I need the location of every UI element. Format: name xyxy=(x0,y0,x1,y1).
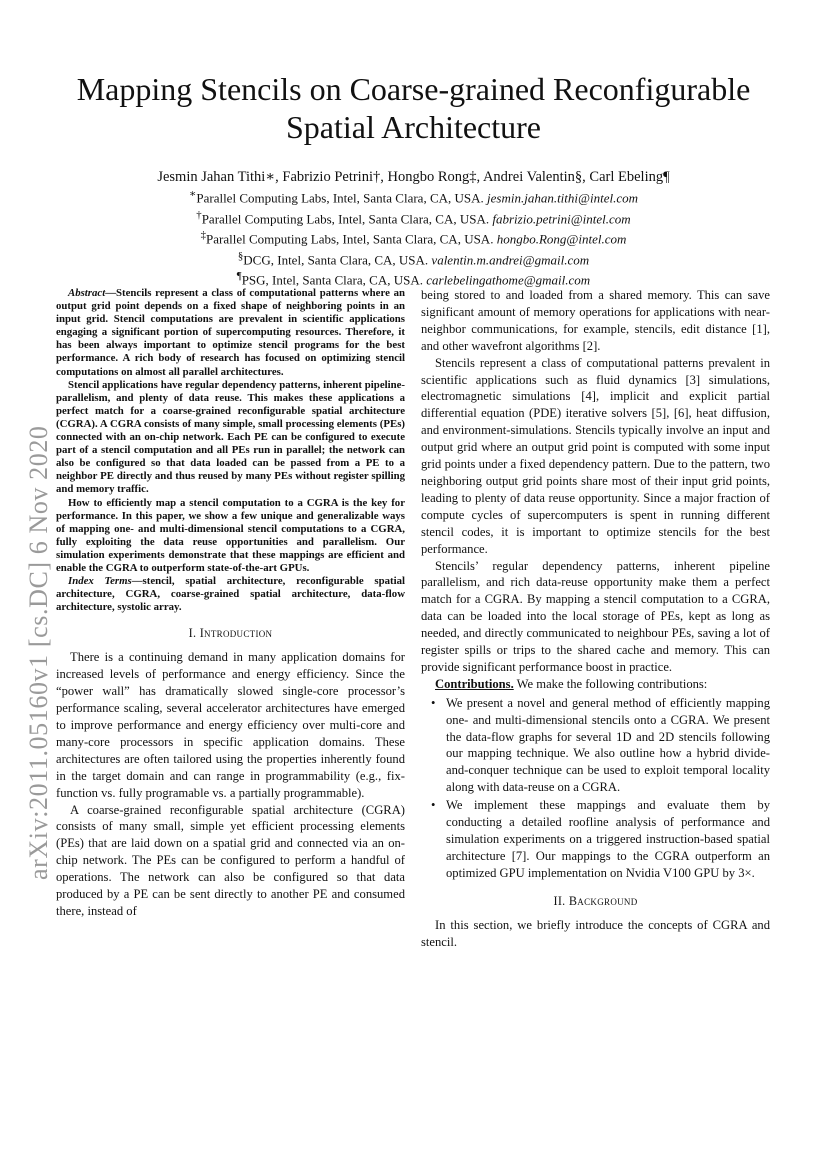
bullet-icon: • xyxy=(431,798,436,813)
abstract-paragraph: Abstract—Stencils represent a class of computational patterns where an output grid point depends on a fixed shape of neighboring points in an input grid. Stencil computations are prevalent in scientific applications engaging a significant portion of supercomputing resources. Therefore, it has been always important to optimize stencil programs for the best performance. A rich body of research has focused on optimizing stencil computations on almost all parallel architectures. xyxy=(56,287,405,378)
paper-title xyxy=(40,70,787,146)
section-heading-background: II. Background xyxy=(553,893,638,908)
title-line-2: Spatial Architecture xyxy=(285,109,541,145)
body-paragraph: In this section, we briefly introduce the concepts of CGRA and stencil. xyxy=(421,917,770,949)
email-link[interactable]: hongbo.Rong@intel.com xyxy=(496,231,627,247)
body-paragraph: Stencils’ regular dependency patterns, inherent pipeline parallelism, and rich data-reuse opportunity make them a perfect match for a CGRA. By mapping a stencil computation to a CGRA, data can be loaded into the local storage of PEs, kept as long as needed, and directly communicated to neighbour PEs, saving a lot of register spills or trips to the shared cache and memory. This can provide significant performance boost in practice. xyxy=(421,558,770,674)
contributions-list xyxy=(421,695,770,882)
affiliation-list xyxy=(60,186,767,289)
abstract-paragraph: Stencil applications have regular dependency patterns, inherent pipeline-parallelism, and plenty of data reuse. This makes these applications a perfect match for a coarse-grained reconfigurable spatial architecture (CGRA). A CGRA consists of many simple, small processing elements (PEs) connected with an on-chip network. Each PE can be configured to execute part of a stencil computation and all PEs run in parallel; the network can also be configured so that data loaded can be passed from a PE to a neighbor PE directly and thus reused by many PEs without register spilling and memory traffic. xyxy=(56,378,405,496)
abstract-paragraph: How to efficiently map a stencil computation to a CGRA is the key for performance. In this paper, we show a few unique and generalizable ways of mapping one- and multi-dimensional stencil computations to a CGRA, fully exploiting the data reuse opportunities and parallelism. Our simulation experiments demonstrate that these mappings are efficient and enable the CGRA to outperform state-of-the-art GPUs. xyxy=(56,496,405,574)
right-column xyxy=(421,287,770,951)
left-column xyxy=(56,287,405,920)
email-link[interactable]: carlebelingathome@gmail.com xyxy=(426,272,591,288)
affiliation-line: †Parallel Computing Labs, Intel, Santa Clara, CA, USA. fabrizio.petrini@intel.com xyxy=(196,208,631,226)
title-line-1: Mapping Stencils on Coarse-grained Reconfigurable xyxy=(76,71,751,107)
body-paragraph: Stencils represent a class of computational patterns prevalent in scientific applications such as fluid dynamics [3] simulations, electromagnetic simulations [4], implicit and explicit partial differential equation (PDE) iterative solvers [5], [6], heat diffusion, and environment-simulations. Stencils typically involve an input and output grid where an output grid point is computed with some input grid points under a fixed dependency pattern. Due to the pattern, two neighboring output grid points share most of their input grid points, leading to plenty of data reuse opportunity. Since a major fraction of compute cycles of supercomputers is spent in running different stencil codes, it is important to optimize stencils for the best performance. xyxy=(421,355,770,556)
arxiv-identifier: arXiv:2011.05160v1 [cs.DC] 6 Nov 2020 xyxy=(24,425,53,880)
affiliation-line: ¶PSG, Intel, Santa Clara, CA, USA. carlebelingathome@gmail.com xyxy=(236,270,591,288)
body-paragraph: A coarse-grained reconfigurable spatial architecture (CGRA) consists of many small, simple yet efficient processing elements (PEs) that are laid down on a spatial grid and connected via an on-chip network. The PEs can be configured to perform a handful of operations. The network can also be configured so that data produced by a PE can be sent directly to another PE and consumed there, instead of xyxy=(56,802,405,918)
bullet-icon: • xyxy=(431,695,436,710)
affiliation-line: §DCG, Intel, Santa Clara, CA, USA. valentin.m.andrei@gmail.com xyxy=(237,249,590,267)
affiliation-line: ∗Parallel Computing Labs, Intel, Santa Clara, CA, USA. jesmin.jahan.tithi@intel.com xyxy=(188,188,638,206)
email-link[interactable]: jesmin.jahan.tithi@intel.com xyxy=(487,190,638,206)
list-item: • We implement these mappings and evaluate them by conducting a detailed roofline analysis of performance and simulation experiments on a triggered instruction-based spatial architecture [7]. Our mappings to the CGRA outperform an optimized GPU implementation on Nvidia V100 GPU by 3×. xyxy=(431,798,770,880)
affiliation-line: ‡Parallel Computing Labs, Intel, Santa Clara, CA, USA. hongbo.Rong@intel.com xyxy=(200,229,627,247)
contributions-label: Contributions. xyxy=(435,676,514,691)
author-list: Jesmin Jahan Tithi∗, Fabrizio Petrini†, Hongbo Rong‡, Andrei Valentin§, Carl Ebeling¶ xyxy=(157,169,670,185)
body-paragraph: being stored to and loaded from a shared memory. This can save significant amount of memory operations for applications with near-neighbor communications, for example, stencils, edit distance [1], and other wavefront algorithms [2]. xyxy=(421,288,770,353)
body-paragraph: There is a continuing demand in many application domains for increased levels of performance and energy efficiency. Since the “power wall” has dramatically slowed single-core processor’s performance scaling, several accelerator architectures have emerged to improve performance and energy efficiency over multi-core and many-core processors in specific application domains. These architectures are often tailored using the properties inherently found in the target domain and can range in programmability (e.g., fix-function vs. fully programable vs. a partially programmable). xyxy=(56,650,405,800)
email-link[interactable]: fabrizio.petrini@intel.com xyxy=(492,210,631,226)
section-heading-introduction: I. Introduction xyxy=(188,626,273,641)
contributions-intro: Contributions. We make the following contributions: xyxy=(435,676,708,691)
email-link[interactable]: valentin.m.andrei@gmail.com xyxy=(431,251,590,267)
index-terms: Index Terms—stencil, spatial architecture, reconfigurable spatial architecture, CGRA, coarse-grained spatial architecture, data-flow architecture, systolic array. xyxy=(56,575,405,614)
list-item: • We present a novel and general method of efficiently mapping one- and multi-dimensional stencils onto a CGRA. We present the data-flow graphs for several 1D and 2D stencils following our mapping technique. We also outline how a hybrid divide-and-conquer technique can be used to exploit temporal locality along with data-reuse on a CGRA. xyxy=(431,695,770,795)
